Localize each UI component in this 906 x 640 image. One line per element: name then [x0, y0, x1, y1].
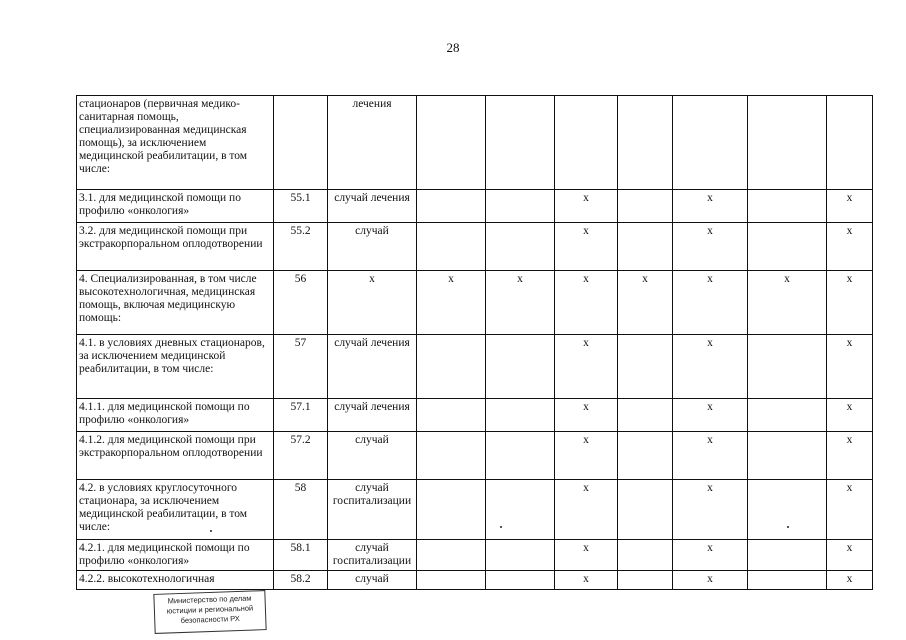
cell-col-6 — [748, 335, 827, 399]
stamp-line-2: юстиции и региональной — [166, 603, 254, 616]
cell-col-3: х — [555, 432, 618, 480]
cell-col-3: х — [555, 223, 618, 271]
cell-col-5: х — [673, 223, 748, 271]
cell-col-2: х — [486, 271, 555, 335]
cell-col-3: х — [555, 190, 618, 223]
cell-col-4 — [618, 96, 673, 190]
table-row — [77, 432, 873, 480]
cell-col-4: х — [618, 271, 673, 335]
cell-col-4 — [618, 223, 673, 271]
cell-line-number: 58.1 — [274, 540, 328, 571]
cell-col-1: х — [417, 271, 486, 335]
cell-unit: случай лечения — [328, 399, 417, 432]
cell-name: 3.2. для медицинской помощи при экстракорпоральном оплодотворении — [77, 223, 274, 271]
cell-col-6 — [748, 96, 827, 190]
cell-col-4 — [618, 540, 673, 571]
cell-col-1 — [417, 335, 486, 399]
cell-col-4 — [618, 432, 673, 480]
cell-name: 4.2. в условиях круглосуточного стационара, за исключением медицинской реабилитации, в том числе: — [77, 480, 274, 540]
cell-col-1 — [417, 480, 486, 540]
cell-line-number — [274, 96, 328, 190]
cell-line-number: 58 — [274, 480, 328, 540]
cell-col-3: х — [555, 571, 618, 590]
cell-col-7: х — [827, 432, 873, 480]
cell-name: 4.2.2. высокотехнологичная — [77, 571, 274, 590]
cell-col-5: х — [673, 190, 748, 223]
cell-col-4 — [618, 399, 673, 432]
cell-name: 3.1. для медицинской помощи по профилю «онкология» — [77, 190, 274, 223]
cell-col-5: х — [673, 571, 748, 590]
cell-col-5: х — [673, 399, 748, 432]
cell-line-number: 56 — [274, 271, 328, 335]
cell-col-7: х — [827, 540, 873, 571]
cell-col-4 — [618, 335, 673, 399]
cell-unit: х — [328, 271, 417, 335]
table-row — [77, 96, 873, 190]
cell-line-number: 55.1 — [274, 190, 328, 223]
table-row — [77, 335, 873, 399]
cell-col-2 — [486, 399, 555, 432]
cell-unit: случай лечения — [328, 335, 417, 399]
cell-name: 4.1. в условиях дневных стационаров, за исключением медицинской реабилитации, в том числе: — [77, 335, 274, 399]
cell-col-7: х — [827, 190, 873, 223]
cell-line-number: 55.2 — [274, 223, 328, 271]
cell-col-7: х — [827, 480, 873, 540]
cell-col-6 — [748, 480, 827, 540]
cell-name: 4.1.1. для медицинской помощи по профилю «онкология» — [77, 399, 274, 432]
cell-col-4 — [618, 480, 673, 540]
cell-unit: случай госпитализации — [328, 540, 417, 571]
cell-col-3: х — [555, 480, 618, 540]
cell-line-number: 58.2 — [274, 571, 328, 590]
cell-col-2 — [486, 432, 555, 480]
cell-col-4 — [618, 571, 673, 590]
cell-col-5: х — [673, 432, 748, 480]
cell-col-6 — [748, 190, 827, 223]
cell-col-2 — [486, 223, 555, 271]
cell-col-3: х — [555, 335, 618, 399]
cell-name: 4.1.2. для медицинской помощи при экстракорпоральном оплодотворении — [77, 432, 274, 480]
cell-col-4 — [618, 190, 673, 223]
cell-col-1 — [417, 399, 486, 432]
cell-line-number: 57.1 — [274, 399, 328, 432]
cell-col-7: х — [827, 271, 873, 335]
cell-col-3: х — [555, 271, 618, 335]
table-row — [77, 571, 873, 590]
table-row — [77, 540, 873, 571]
cell-unit: случай госпитализации — [328, 480, 417, 540]
cell-col-6 — [748, 223, 827, 271]
cell-col-1 — [417, 190, 486, 223]
cell-col-5: х — [673, 271, 748, 335]
cell-col-1 — [417, 540, 486, 571]
table-row — [77, 271, 873, 335]
cell-col-2 — [486, 190, 555, 223]
cell-col-7: х — [827, 223, 873, 271]
cell-col-7: х — [827, 335, 873, 399]
cell-name: 4.2.1. для медицинской помощи по профилю «онкология» — [77, 540, 274, 571]
cell-col-1 — [417, 96, 486, 190]
cell-col-2 — [486, 540, 555, 571]
cell-unit: случай — [328, 571, 417, 590]
cell-col-6: х — [748, 271, 827, 335]
cell-col-6 — [748, 571, 827, 590]
data-table — [76, 95, 873, 590]
cell-col-7: х — [827, 399, 873, 432]
cell-line-number: 57.2 — [274, 432, 328, 480]
cell-col-1 — [417, 432, 486, 480]
cell-col-7 — [827, 96, 873, 190]
cell-col-1 — [417, 223, 486, 271]
cell-col-2 — [486, 571, 555, 590]
cell-name: стационаров (первичная медико-санитарная помощь, специализированная медицинская помощь), за исключением медицинской реабилитации, в том числе: — [77, 96, 274, 190]
page-number: 28 — [446, 40, 460, 55]
cell-col-5: х — [673, 540, 748, 571]
stamp-line-1: Министерство по делам — [167, 593, 252, 606]
registration-stamp — [153, 590, 266, 634]
cell-col-5 — [673, 96, 748, 190]
cell-col-6 — [748, 432, 827, 480]
table-row — [77, 223, 873, 271]
table-row — [77, 399, 873, 432]
cell-col-3: х — [555, 399, 618, 432]
cell-col-2 — [486, 96, 555, 190]
cell-col-7: х — [827, 571, 873, 590]
cell-unit: случай — [328, 223, 417, 271]
cell-unit: случай — [328, 432, 417, 480]
cell-col-1 — [417, 571, 486, 590]
cell-col-5: х — [673, 480, 748, 540]
cell-line-number: 57 — [274, 335, 328, 399]
cell-col-5: х — [673, 335, 748, 399]
table-row — [77, 480, 873, 540]
stamp-line-3: безопасности РХ — [180, 613, 240, 626]
cell-col-6 — [748, 540, 827, 571]
table-row — [77, 190, 873, 223]
cell-name: 4. Специализированная, в том числе высокотехнологичная, медицинская помощь, включая медицинскую помощь: — [77, 271, 274, 335]
cell-col-6 — [748, 399, 827, 432]
cell-unit: лечения — [328, 96, 417, 190]
cell-unit: случай лечения — [328, 190, 417, 223]
cell-col-3: х — [555, 540, 618, 571]
cell-col-2 — [486, 480, 555, 540]
cell-col-3 — [555, 96, 618, 190]
cell-col-2 — [486, 335, 555, 399]
